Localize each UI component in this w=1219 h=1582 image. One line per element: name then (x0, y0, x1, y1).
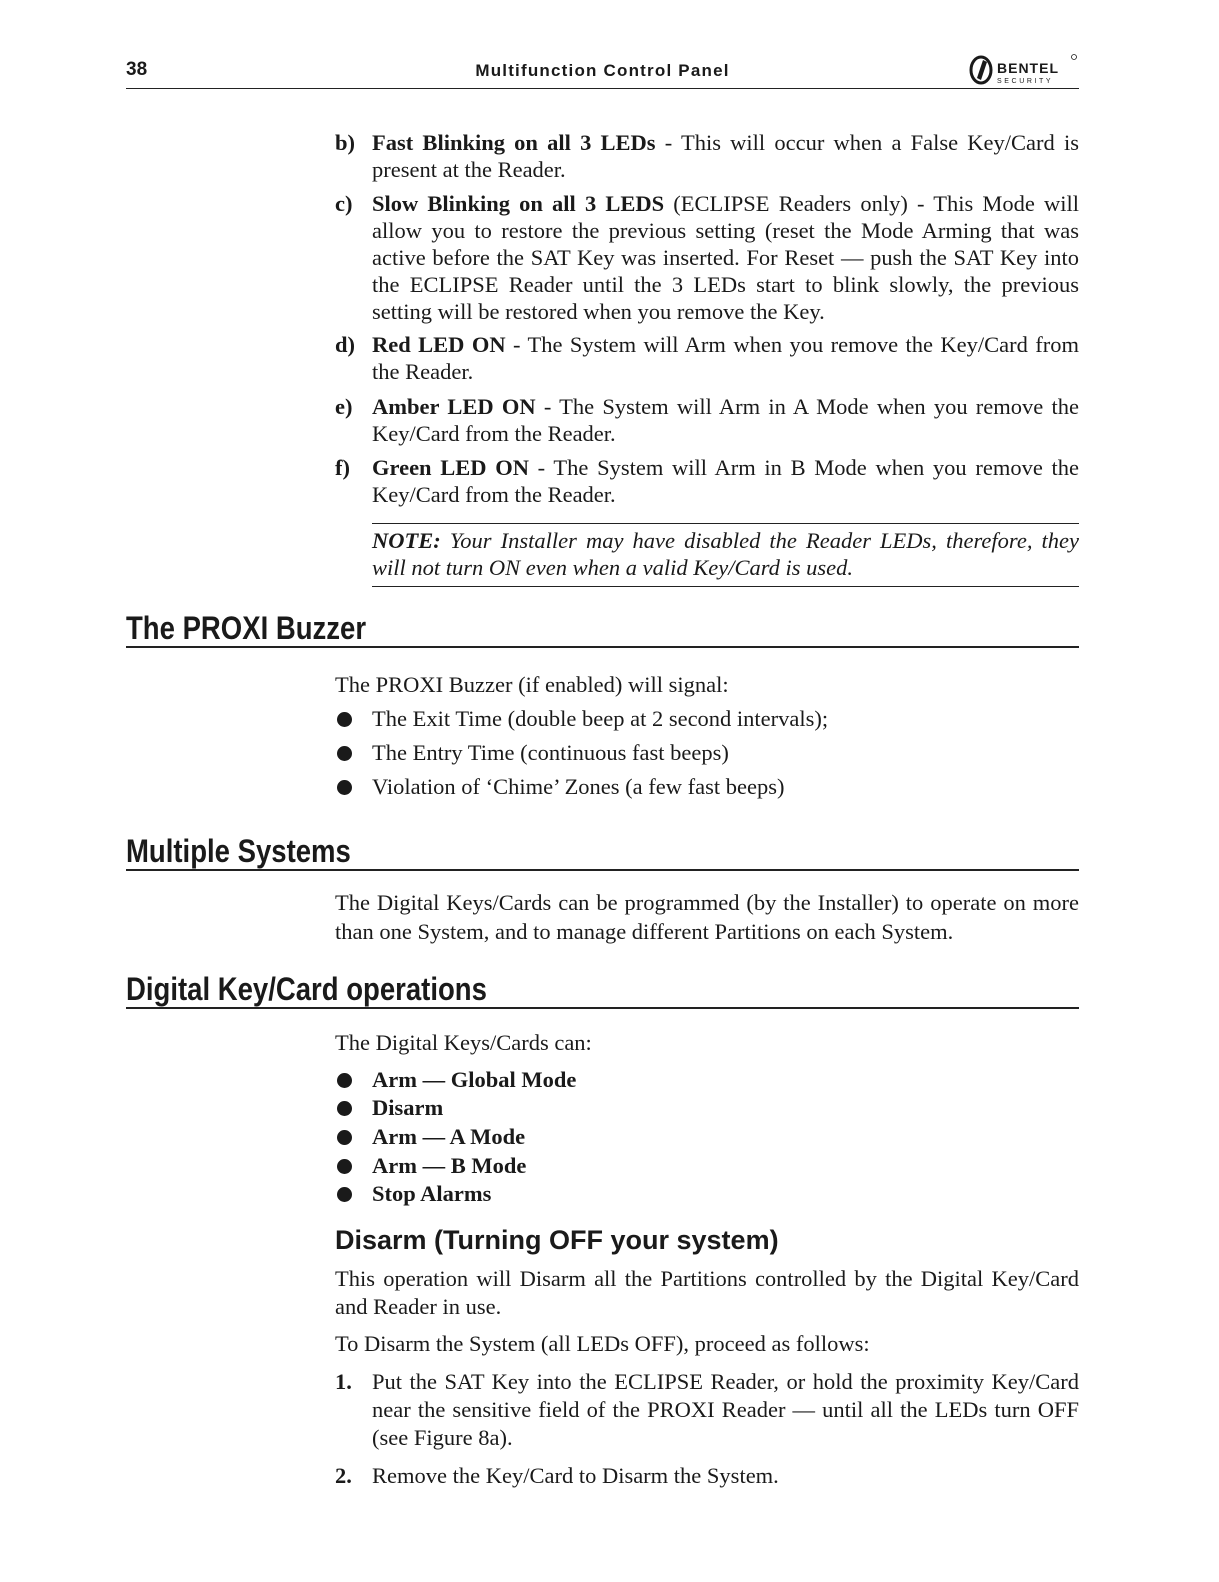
note-box (372, 523, 1079, 587)
item-label: f) (335, 455, 350, 480)
bullet-icon (337, 1130, 352, 1145)
bullet-icon (337, 1159, 352, 1174)
led-item-c (335, 190, 1079, 325)
bullet-icon (337, 1101, 352, 1116)
list-item: Stop Alarms (335, 1180, 1079, 1207)
page-number: 38 (126, 59, 148, 80)
step-text: Put the SAT Key into the ECLIPSE Reader, or hold the proximity Key/Card near the sensitive field of the PROXI Reader — until all the LEDs turn OFF (see Figure 8a). (372, 1369, 1079, 1450)
section-heading-multiple-systems: Multiple Systems (126, 833, 1079, 871)
list-item: Arm — B Mode (335, 1152, 1079, 1179)
item-text: - The System will Arm in A Mode when you remove the Key/Card from the Reader. (372, 394, 1079, 446)
running-title: Multifunction Control Panel (475, 61, 730, 80)
section-heading-proxi-buzzer: The PROXI Buzzer (126, 610, 1079, 648)
bullet-icon (337, 1187, 352, 1202)
bullet-icon (337, 1073, 352, 1088)
item-label: e) (335, 394, 353, 419)
item-text: - This will occur when a False Key/Card is present at the Reader. (372, 130, 1079, 182)
list-item: The Exit Time (double beep at 2 second intervals); (335, 705, 1079, 732)
bullet-icon (337, 712, 352, 727)
multiple-systems-text: The Digital Keys/Cards can be programmed (by the Installer) to operate on more than one System, and to manage different Partitions on each System. (335, 890, 1079, 944)
logo-text: BENTEL (997, 60, 1059, 76)
step-1: 1. Put the SAT Key into the ECLIPSE Reader, or hold the proximity Key/Card near the sensitive field of the PROXI Reader — until all the LEDs turn OFF (see Figure 8a). (335, 1369, 1079, 1450)
step-number: 1 (335, 1369, 347, 1394)
buzzer-intro: The PROXI Buzzer (if enabled) will signal: (335, 672, 729, 697)
led-item-e (335, 393, 1079, 447)
list-item: Disarm (335, 1094, 1079, 1121)
disarm-paragraph-2: To Disarm the System (all LEDs OFF), proceed as follows: (335, 1331, 870, 1356)
item-text: - The System will Arm in B Mode when you remove the Key/Card from the Reader. (372, 455, 1079, 507)
item-label: d) (335, 332, 356, 357)
subsection-heading-disarm: Disarm (Turning OFF your system) (335, 1225, 779, 1255)
section-heading-operations: Digital Key/Card operations (126, 971, 1079, 1009)
led-item-f (335, 454, 1079, 508)
list-item: Violation of ‘Chime’ Zones (a few fast beeps) (335, 773, 1079, 800)
item-title: Amber LED ON (372, 394, 536, 419)
item-title: Slow Blinking on all 3 LEDS (372, 191, 665, 216)
step-2: 2. Remove the Key/Card to Disarm the System. (335, 1462, 1079, 1489)
disarm-paragraph-1: This operation will Disarm all the Partitions controlled by the Digital Key/Card and Reader in use. (335, 1266, 1079, 1319)
step-number: 2 (335, 1463, 347, 1488)
list-item: Arm — Global Mode (335, 1066, 1079, 1093)
bullet-icon (337, 780, 352, 795)
led-item-b (335, 129, 1079, 183)
operations-intro: The Digital Keys/Cards can: (335, 1030, 592, 1055)
note-label: NOTE: (372, 528, 441, 553)
item-label: b) (335, 130, 356, 155)
item-label: c) (335, 191, 353, 216)
bullet-icon (337, 746, 352, 761)
bentel-logo (967, 52, 1079, 86)
page-header (126, 52, 1079, 89)
led-item-d (335, 331, 1079, 385)
logo-subtext: SECURITY (997, 78, 1054, 85)
step-text: Remove the Key/Card to Disarm the System. (372, 1463, 779, 1488)
list-item: The Entry Time (continuous fast beeps) (335, 739, 1079, 766)
item-title: Fast Blinking on all 3 LEDs (372, 130, 656, 155)
item-title: Red LED ON (372, 332, 506, 357)
note-text: Your Installer may have disabled the Reader LEDs, therefore, they will not turn ON even when a valid Key/Card is used. (372, 528, 1079, 580)
item-text: (ECLIPSE Readers only) - This Mode will allow you to restore the previous setting (reset the Mode Arming that was active before the SAT Key was inserted. For Reset — push the SAT Key into the ECLIPSE Reader until the 3 LEDs start to blink slowly, the previous setting will be restored when you remove the Key. (372, 191, 1080, 324)
item-text: - The System will Arm when you remove the Key/Card from the Reader. (372, 332, 1079, 384)
item-title: Green LED ON (372, 455, 529, 480)
list-item: Arm — A Mode (335, 1123, 1079, 1150)
